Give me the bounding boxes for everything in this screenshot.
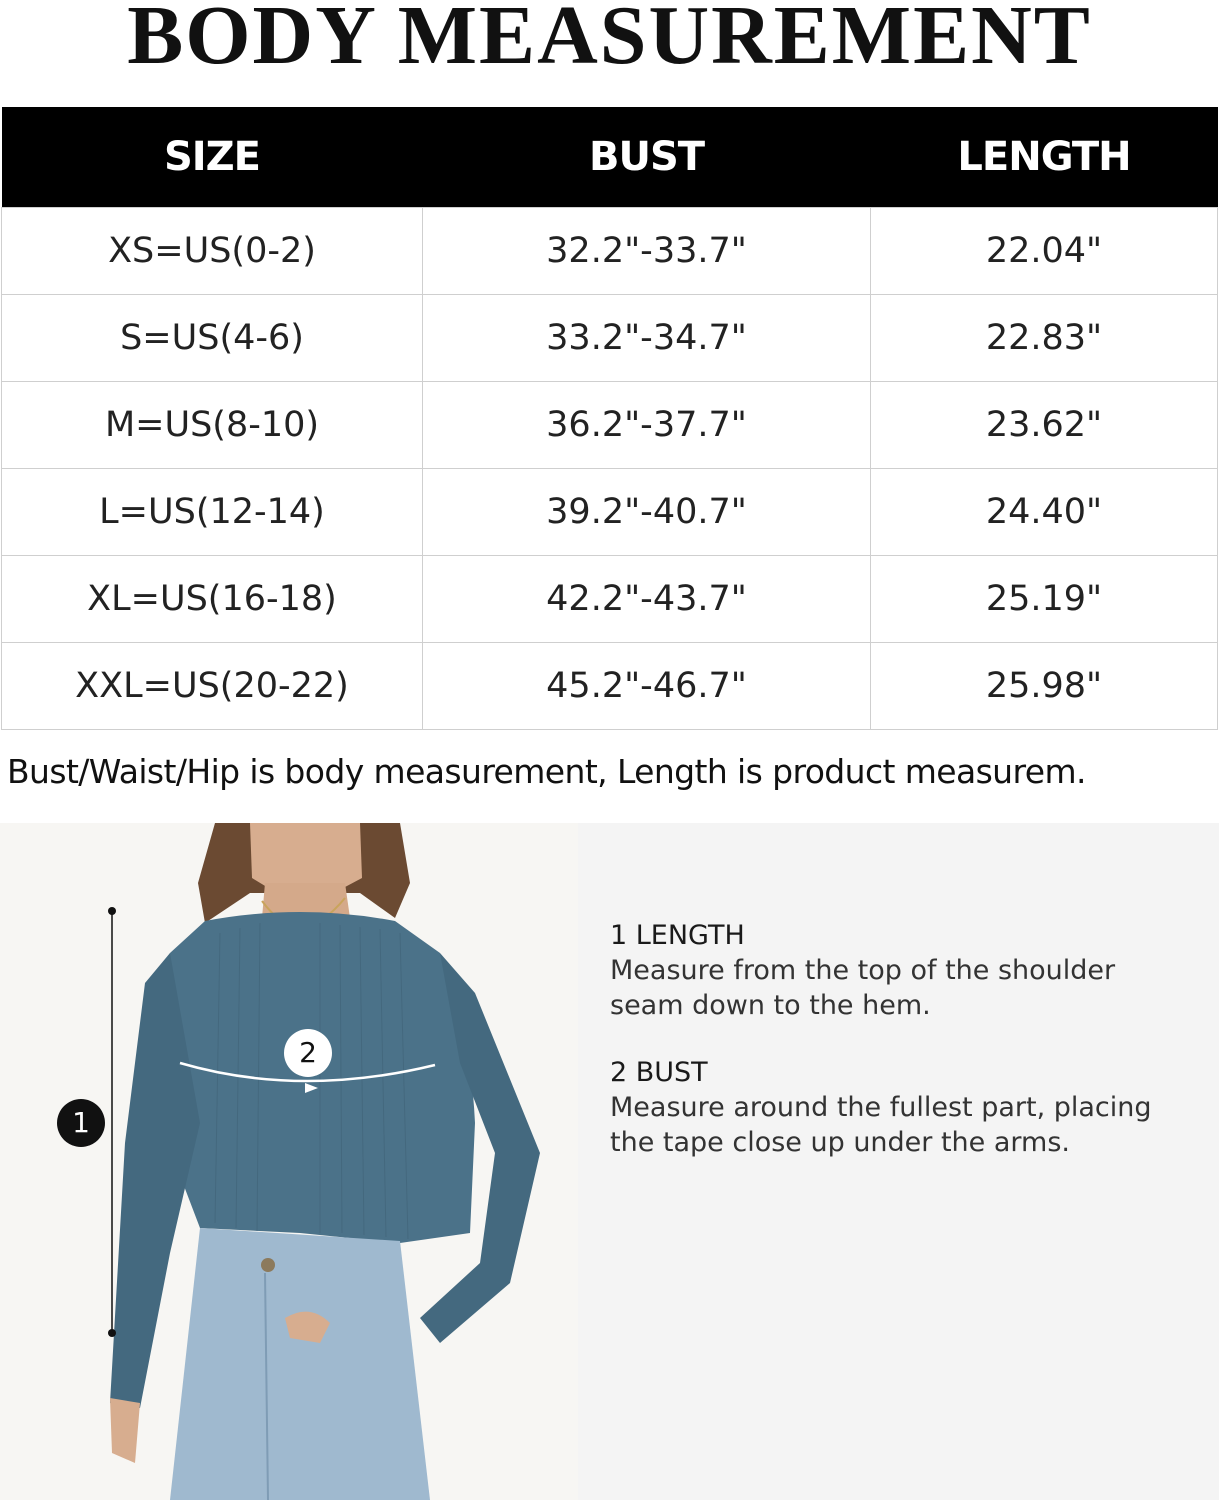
length-marker: 1 xyxy=(57,1099,105,1147)
table-row xyxy=(2,295,1218,382)
measurement-note: Bust/Waist/Hip is body measurement, Length is product measurem. xyxy=(7,752,1086,791)
measurement-instructions xyxy=(578,823,1219,1500)
length-cell: 22.83" xyxy=(871,295,1218,382)
column-header-bust: BUST xyxy=(423,107,871,208)
size-cell: XXL=US(20-22) xyxy=(2,643,423,730)
table-row xyxy=(2,469,1218,556)
size-chart-table xyxy=(1,107,1218,730)
bust-cell: 45.2"-46.7" xyxy=(423,643,871,730)
size-cell: M=US(8-10) xyxy=(2,382,423,469)
jeans xyxy=(170,1228,430,1500)
page-title: BODY MEASUREMENT xyxy=(127,0,1092,82)
length-cell: 22.04" xyxy=(871,208,1218,295)
length-cell: 25.98" xyxy=(871,643,1218,730)
instruction-text: Measure around the fullest part, placing the tape close up under the arms. xyxy=(610,1092,1152,1158)
table-row xyxy=(2,643,1218,730)
size-cell: S=US(4-6) xyxy=(2,295,423,382)
sweater-body xyxy=(157,912,475,1243)
size-cell: XL=US(16-18) xyxy=(2,556,423,643)
instruction-heading: 1 LENGTH xyxy=(610,920,745,951)
instruction-length xyxy=(610,919,1170,1023)
size-cell: XS=US(0-2) xyxy=(2,208,423,295)
length-cell: 23.62" xyxy=(871,382,1218,469)
bust-marker: 2 xyxy=(284,1029,332,1077)
table-header-row xyxy=(2,107,1218,208)
length-cell: 25.19" xyxy=(871,556,1218,643)
table-row xyxy=(2,382,1218,469)
instruction-heading: 2 BUST xyxy=(610,1057,708,1088)
column-header-length: LENGTH xyxy=(871,107,1218,208)
bust-cell: 32.2"-33.7" xyxy=(423,208,871,295)
bust-cell: 33.2"-34.7" xyxy=(423,295,871,382)
bust-cell: 39.2"-40.7" xyxy=(423,469,871,556)
instruction-bust xyxy=(610,1056,1170,1160)
length-cell: 24.40" xyxy=(871,469,1218,556)
bust-cell: 36.2"-37.7" xyxy=(423,382,871,469)
table-row xyxy=(2,208,1218,295)
table-row xyxy=(2,556,1218,643)
size-cell: L=US(12-14) xyxy=(2,469,423,556)
bust-cell: 42.2"-43.7" xyxy=(423,556,871,643)
model-photo xyxy=(0,823,578,1500)
instruction-text: Measure from the top of the shoulder seam down to the hem. xyxy=(610,955,1116,1021)
column-header-size: SIZE xyxy=(2,107,423,208)
